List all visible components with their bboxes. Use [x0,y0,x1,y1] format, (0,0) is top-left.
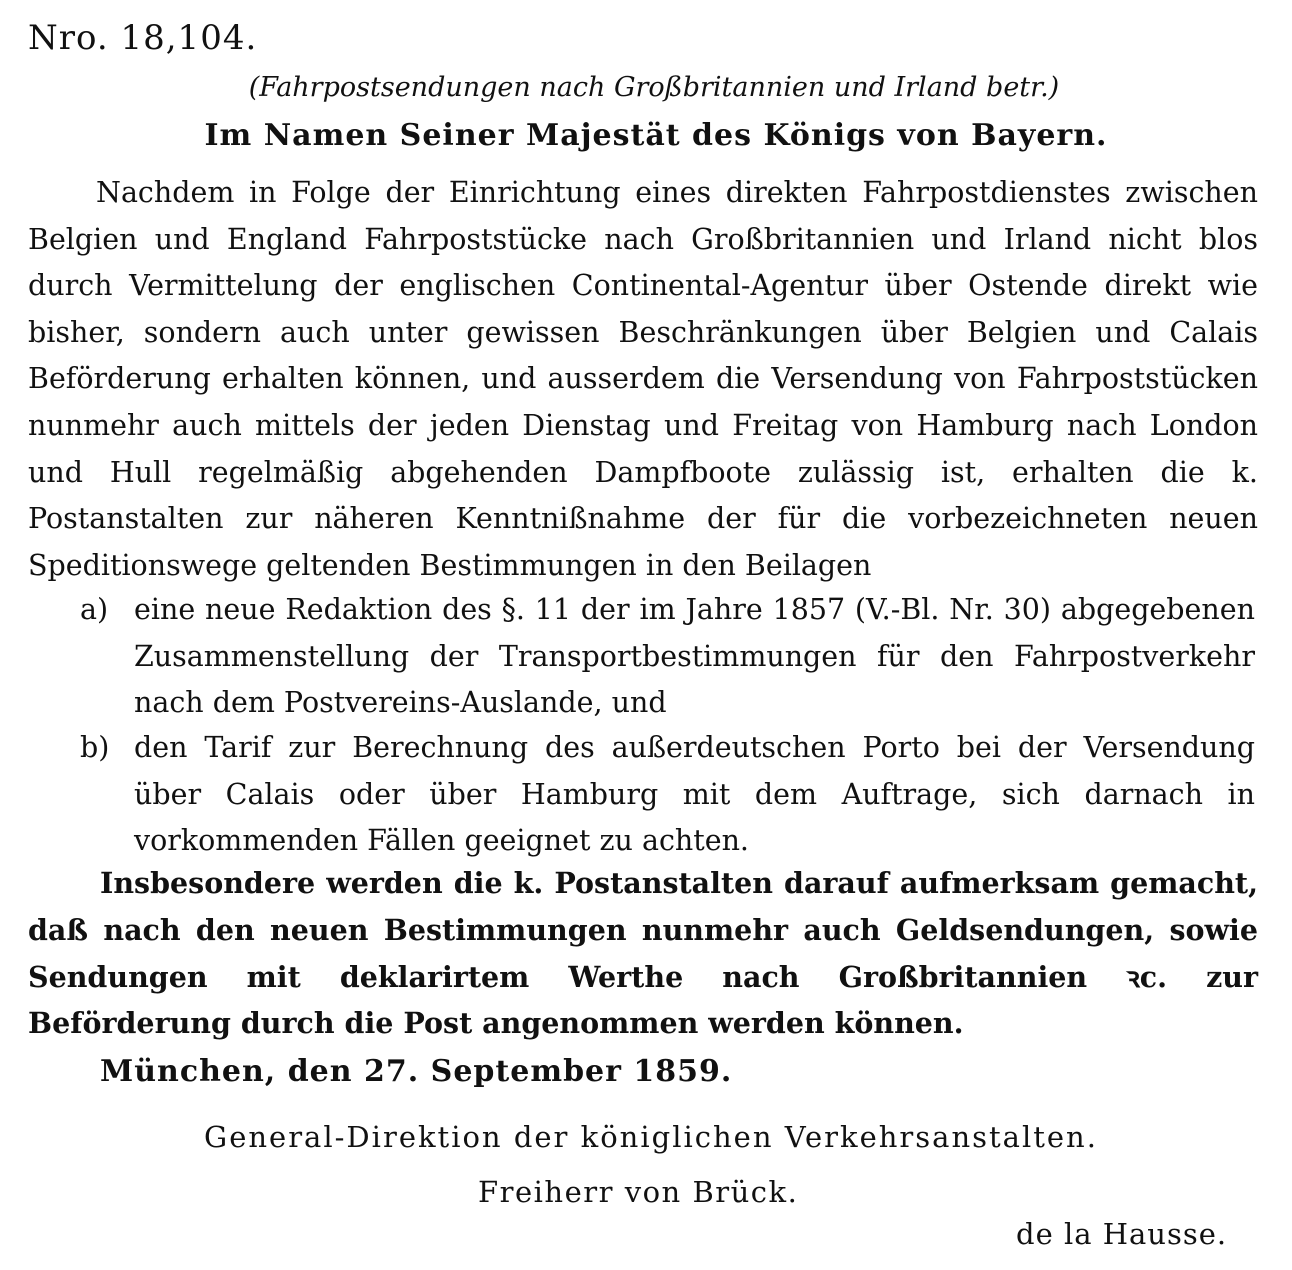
signature: Freiherr von Brück. [478,1175,799,1209]
subject-line: (Fahrpostsendungen nach Großbritannien und Irland betr.) [248,72,1060,103]
list-marker: b) [80,731,110,764]
document-number: Nro. 18,104. [28,18,258,58]
list-item [80,725,1255,865]
list-item-text: eine neue Redaktion des §. 11 der im Jahre 1857 (V.-Bl. Nr. 30) abgegebenen Zusammenstellung der Transportbestimmungen für den Fahrpostverkehr nach dem Postvereins-Auslande, und [134,593,1255,719]
paragraph-notice: Insbesondere werden die k. Postanstalten darauf aufmerksam gemacht, daß nach den neuen Bestimmungen nunmehr auch Geldsendungen, sowie Sendungen mit deklarirtem Werthe nach Großbritannien ꝛc. zur Beförderung durch die Post angenommen werden können. [28,866,1258,1041]
list-item-text: den Tarif zur Berechnung des außerdeutschen Porto bei der Versendung über Calais oder über Hamburg mit dem Auftrage, sich darnach in vorkommenden Fällen geeignet zu achten. [134,731,1255,857]
list-item [80,587,1255,727]
date-line: München, den 27. September 1859. [100,1054,733,1089]
royal-invocation: Im Namen Seiner Majestät des Königs von Bayern. [204,118,1108,153]
countersignature: de la Hausse. [1016,1217,1228,1251]
list-marker: a) [80,593,109,626]
issuing-authority: General-Direktion der königlichen Verkehrsanstalten. [204,1120,1098,1154]
paragraph-main: Nachdem in Folge der Einrichtung eines direkten Fahrpostdienstes zwischen Belgien und England Fahrpoststücke nach Großbritannien und Irland nicht blos durch Vermittelung der englischen Continental-Agentur über Ostende direkt wie bisher, sondern auch unter gewissen Beschränkungen über Belgien und Calais Beförderung erhalten können, und ausserdem die Versendung von Fahrpoststücken nunmehr auch mittels der jeden Dienstag und Freitag von Hamburg nach London und Hull regelmäßig abgehenden Dampfboote zulässig ist, erhalten die k. Postanstalten zur näheren Kenntnißnahme der für die vorbezeichneten neuen Speditionswege geltenden Bestimmungen in den Beilagen [28,176,1258,582]
